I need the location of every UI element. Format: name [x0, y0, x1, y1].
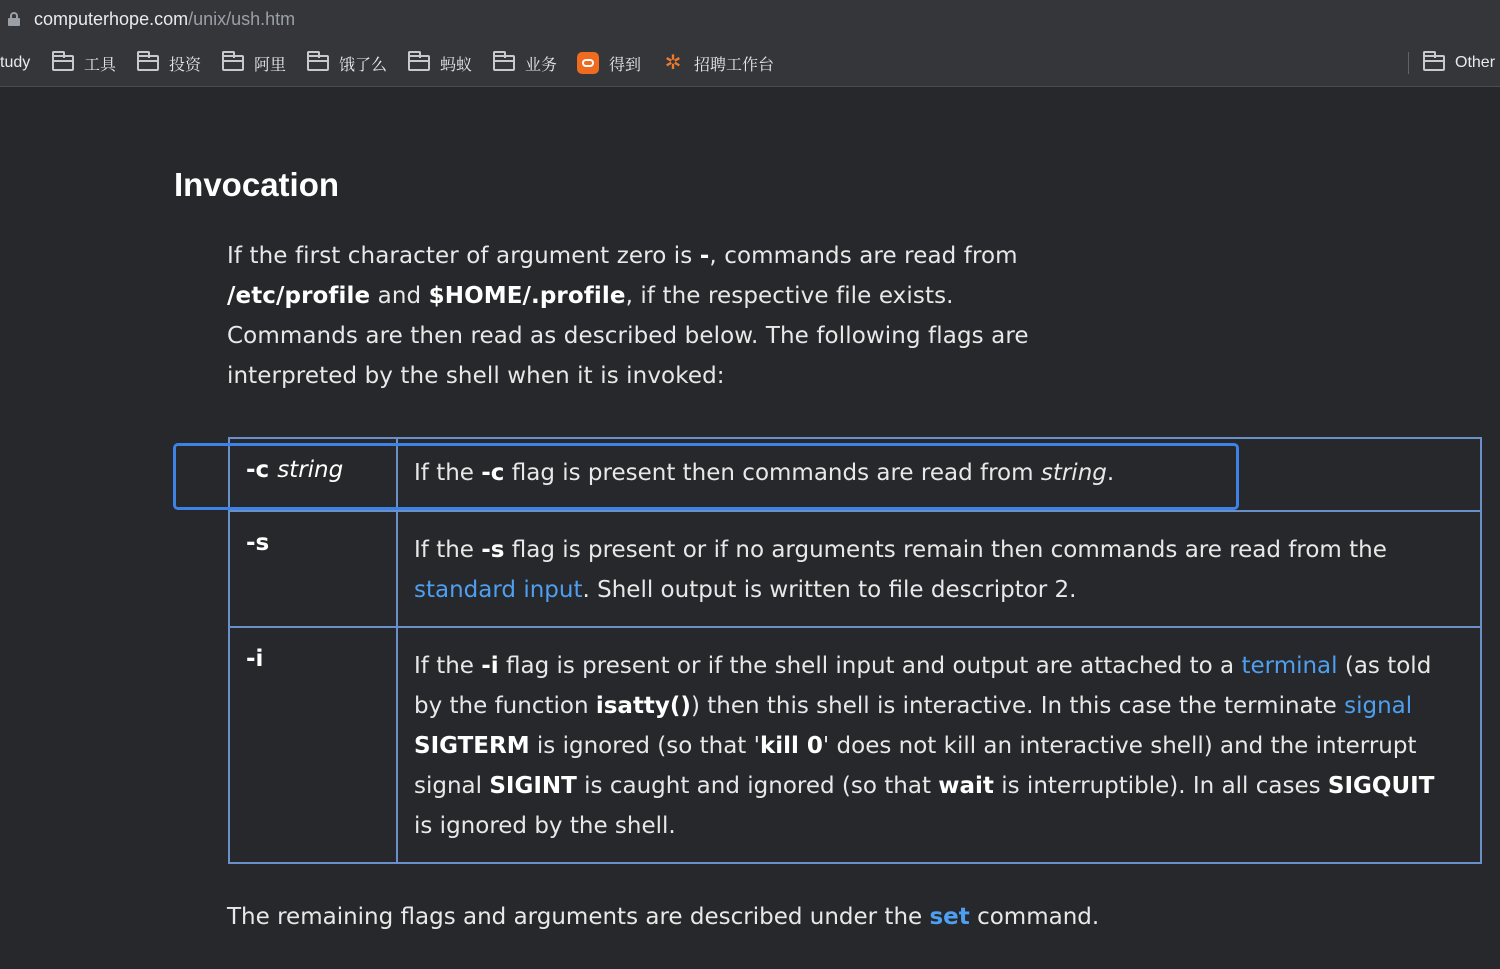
intro-text: If the first character of argument zero is [227, 243, 700, 269]
bookmark-label: 得到 [609, 56, 642, 74]
url-host: computerhope.com [34, 8, 189, 29]
intro-text: , if the respective file exists. Commands are then read as described below. The following flags are interpreted by the shell when it is invoked: [227, 283, 1029, 389]
flag-name: -i [246, 646, 264, 672]
sigquit-term: SIGQUIT [1327, 773, 1435, 799]
url-path: /unix/ush.htm [188, 8, 296, 29]
flag-name: -c [246, 457, 270, 483]
description-cell [397, 438, 1481, 511]
description-cell [397, 511, 1481, 627]
folder-icon [493, 55, 515, 71]
desc-text: ) then this shell is interactive. In this case the terminate [690, 693, 1345, 719]
bookmark-label: 招聘工作台 [694, 56, 775, 74]
outro-paragraph [227, 904, 1099, 930]
desc-text: If the [414, 460, 482, 486]
url-field[interactable] [0, 0, 1500, 38]
desc-text: flag is present or if no arguments remain then commands are read from the [504, 537, 1387, 563]
bookmarks-divider [1408, 52, 1409, 74]
lock-icon[interactable] [8, 12, 20, 26]
zhaopin-favicon-icon: ✲ [664, 52, 682, 74]
flag-cell [229, 627, 397, 863]
desc-text: flag is present then commands are read from [504, 460, 1041, 486]
intro-paragraph [227, 236, 1077, 396]
bookmark-folder-eleme[interactable] [307, 40, 387, 86]
bookmark-folder-tools[interactable] [52, 40, 116, 86]
bookmark-label: tudy [0, 54, 31, 71]
desc-flag: -c [481, 460, 505, 486]
desc-text: flag is present or if the shell input and output are attached to a [498, 653, 1242, 679]
signal-link[interactable]: signal [1344, 693, 1413, 719]
standard-input-link[interactable]: standard input [414, 577, 583, 603]
address-bar[interactable] [0, 0, 1500, 40]
desc-text: If the [414, 537, 482, 563]
kill-command: kill 0 [759, 733, 823, 759]
bookmark-label: 工具 [84, 56, 117, 74]
intro-text: and [370, 283, 429, 309]
desc-text: is ignored (so that ' [529, 733, 760, 759]
intro-text: , commands are read from [709, 243, 1018, 269]
flag-cell [229, 438, 397, 511]
desc-text: (as told by the function [414, 653, 1432, 719]
home-profile-path: $HOME/.profile [428, 283, 626, 309]
desc-flag: -s [481, 537, 505, 563]
bookmark-folder-ant[interactable] [408, 40, 472, 86]
dedao-favicon-icon [577, 52, 599, 74]
flag-argument: string [277, 457, 344, 483]
bookmark-label: 投资 [169, 56, 202, 74]
desc-text: is interruptible). In all cases [993, 773, 1328, 799]
bookmark-folder-invest[interactable] [137, 40, 201, 86]
desc-text: . [1106, 460, 1115, 486]
section-heading: Invocation [174, 166, 340, 203]
wait-command: wait [938, 773, 994, 799]
sigterm-term: SIGTERM [414, 733, 530, 759]
bookmark-folder-study[interactable] [0, 40, 30, 86]
bookmark-label: 业务 [525, 56, 558, 74]
outro-text: command. [969, 904, 1100, 930]
folder-icon [222, 55, 244, 71]
description-cell [397, 627, 1481, 863]
terminal-link[interactable]: terminal [1241, 653, 1338, 679]
flag-cell [229, 511, 397, 627]
desc-flag: -i [481, 653, 499, 679]
desc-text: ' does not kill an interactive shell) and the interrupt signal [414, 733, 1417, 799]
other-bookmarks[interactable] [1423, 40, 1495, 86]
bookmark-label: 饿了么 [339, 56, 388, 74]
desc-text: is ignored by the shell. [414, 813, 676, 839]
bookmark-label: 阿里 [254, 56, 287, 74]
folder-icon [137, 55, 159, 71]
desc-argument: string [1040, 460, 1107, 486]
flags-table [228, 437, 1482, 864]
outro-text: The remaining flags and arguments are described under the [227, 904, 930, 930]
bookmark-folder-business[interactable] [493, 40, 557, 86]
other-bookmarks-label: Other [1455, 54, 1496, 71]
folder-icon [307, 55, 329, 71]
folder-icon [408, 55, 430, 71]
bookmark-zhaopin[interactable] [662, 40, 774, 86]
etc-profile-path: /etc/profile [227, 283, 371, 309]
bookmarks-bar [0, 40, 1500, 87]
desc-text: . Shell output is written to file descriptor 2. [582, 577, 1077, 603]
isatty-function: isatty() [595, 693, 691, 719]
bookmark-dedao[interactable] [577, 40, 641, 86]
bookmark-label: 蚂蚁 [440, 56, 473, 74]
flag-name: -s [246, 530, 270, 556]
set-command-link[interactable]: set [929, 904, 970, 930]
folder-icon [1423, 55, 1445, 71]
table-row [229, 438, 1481, 511]
dash-flag: - [699, 243, 710, 269]
sigint-term: SIGINT [489, 773, 577, 799]
bookmark-folder-ali[interactable] [222, 40, 286, 86]
desc-text: If the [414, 653, 482, 679]
desc-text: is caught and ignored (so that [576, 773, 939, 799]
table-row [229, 627, 1481, 863]
folder-icon [52, 55, 74, 71]
table-row [229, 511, 1481, 627]
